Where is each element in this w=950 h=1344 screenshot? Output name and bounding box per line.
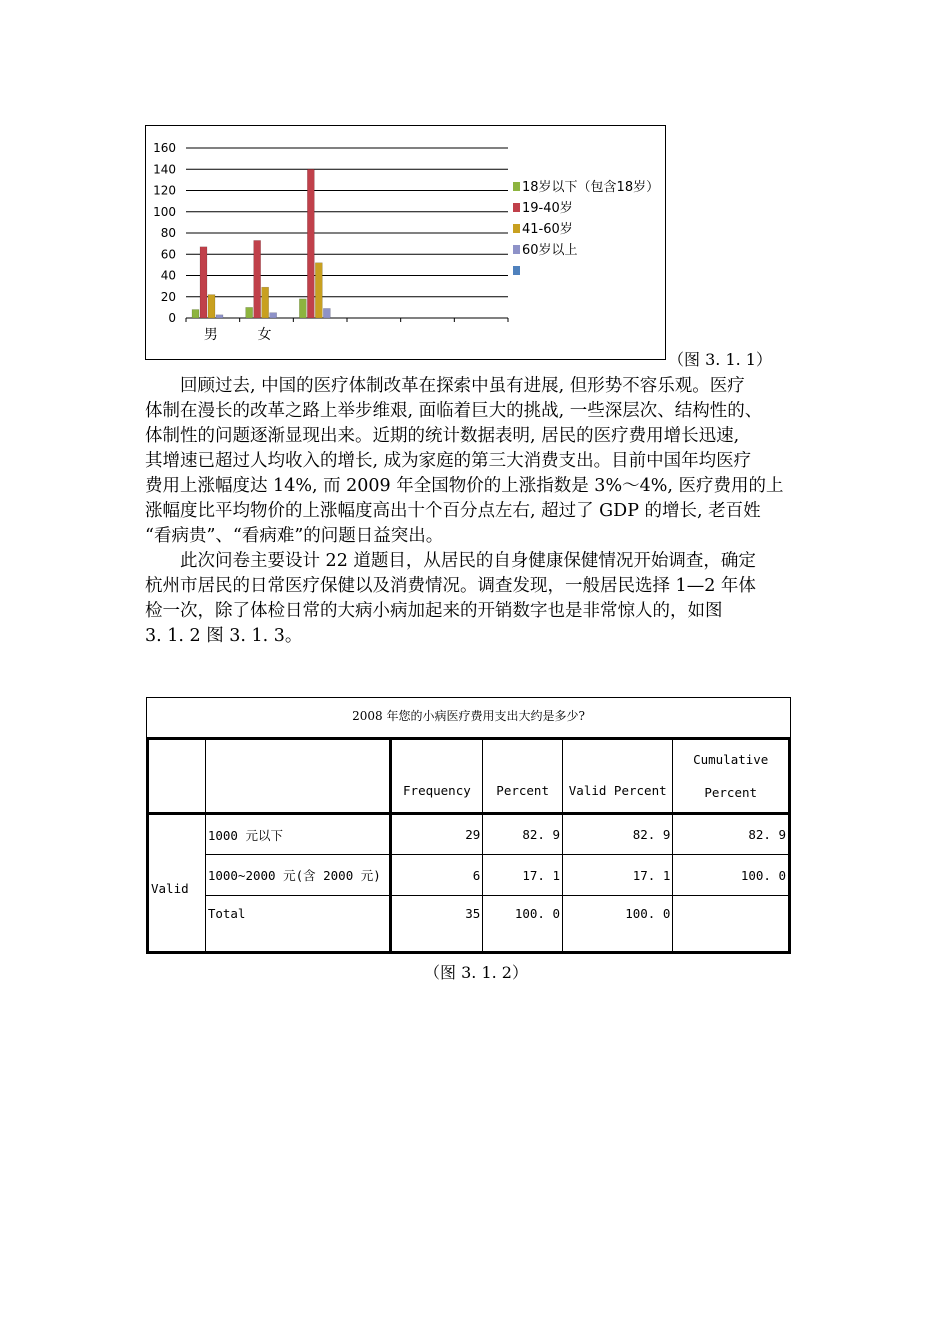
- figure-caption-3-1-1: （图 3. 1. 1）: [668, 350, 772, 369]
- legend-swatch: [513, 182, 520, 191]
- legend-label: 19-40岁: [522, 201, 573, 216]
- legend-swatch: [513, 266, 520, 275]
- paragraph-line: 涨幅度比平均物价的上涨幅度高出十个百分点左右, 超过了 GDP 的增长, 老百姓: [145, 501, 761, 521]
- table-row: [148, 896, 790, 953]
- y-tick-label: 0: [168, 311, 176, 325]
- y-tick-label: 120: [153, 183, 176, 198]
- bar: [315, 263, 322, 318]
- bar: [270, 313, 277, 318]
- y-tick-label: 40: [160, 268, 176, 283]
- bar: [254, 240, 261, 318]
- row-label: 1000~2000 元(含 2000 元): [205, 855, 390, 896]
- header-cumulative-line2: Percent: [704, 785, 758, 800]
- header-cumulative-percent: [673, 739, 790, 814]
- cell-valid-percent: 82. 9: [563, 814, 673, 855]
- row-group-label: Valid: [148, 814, 206, 953]
- bar: [216, 315, 223, 318]
- table-header-row: [148, 739, 790, 814]
- legend-swatch: [513, 224, 520, 233]
- frequency-table: [146, 697, 791, 954]
- paragraph-line: 检一次，除了体检日常的大病小病加起来的开销数字也是非常惊人的，如图: [145, 601, 723, 621]
- cell-valid-percent: 17. 1: [563, 855, 673, 896]
- table-title: 2008 年您的小病医疗费用支出大约是多少?: [146, 697, 791, 737]
- bar-chart-figure: [145, 125, 666, 360]
- row-label: Total: [205, 896, 390, 953]
- table-row: [148, 814, 790, 855]
- cell-frequency: 6: [390, 855, 483, 896]
- paragraph-line: 3. 1. 2 图 3. 1. 3。: [145, 626, 303, 646]
- bar: [208, 295, 215, 318]
- paragraph-line: 杭州市居民的日常医疗保健以及消费情况。调查发现，一般居民选择 1—2 年体: [145, 576, 756, 596]
- figure-caption-3-1-2: （图 3. 1. 2）: [424, 963, 528, 982]
- legend-swatch: [513, 203, 520, 212]
- row-label: 1000 元以下: [205, 814, 390, 855]
- table-row: [148, 855, 790, 896]
- legend-label: 18岁以下（包含18岁）: [522, 180, 660, 195]
- cell-cumulative: 100. 0: [673, 855, 790, 896]
- paragraph-survey: [145, 549, 805, 649]
- cell-valid-percent: 100. 0: [563, 896, 673, 953]
- header-cumulative-line1: Cumulative: [693, 752, 769, 767]
- paragraph-line: “看病贵”、“看病难”的问题日益突出。: [145, 526, 444, 546]
- cell-cumulative: [673, 896, 790, 953]
- paragraph-review: [145, 374, 805, 549]
- cell-frequency: 29: [390, 814, 483, 855]
- header-empty-cell: [148, 739, 206, 814]
- header-empty-cell: [205, 739, 390, 814]
- cell-percent: 17. 1: [483, 855, 563, 896]
- bar: [307, 169, 314, 318]
- y-tick-label: 20: [160, 289, 176, 304]
- bar: [200, 247, 207, 318]
- cell-percent: 82. 9: [483, 814, 563, 855]
- y-tick-label: 60: [160, 247, 176, 262]
- x-tick-label: 男: [203, 327, 218, 343]
- x-tick-label: 女: [257, 327, 272, 343]
- header-valid-percent: Valid Percent: [563, 739, 673, 814]
- bar: [323, 308, 330, 318]
- y-tick-label: 140: [153, 162, 176, 177]
- bar-chart-svg: [146, 126, 667, 361]
- legend-label: 60岁以上: [522, 243, 578, 258]
- paragraph-line: 其增速已超过人均收入的增长, 成为家庭的第三大消费支出。目前中国年均医疗: [145, 451, 752, 471]
- legend-label: 41-60岁: [522, 222, 573, 237]
- cell-cumulative: 82. 9: [673, 814, 790, 855]
- legend-swatch: [513, 245, 520, 254]
- cell-frequency: 35: [390, 896, 483, 953]
- paragraph-line: 费用上涨幅度达 14%, 而 2009 年全国物价的上涨指数是 3%～4%, 医疗费用的上: [145, 476, 784, 496]
- paragraph-line: 体制在漫长的改革之路上举步维艰, 面临着巨大的挑战, 一些深层次、结构性的、: [145, 401, 763, 421]
- cell-percent: 100. 0: [483, 896, 563, 953]
- paragraph-line: 回顾过去, 中国的医疗体制改革在探索中虽有进展, 但形势不容乐观。医疗: [180, 376, 745, 396]
- paragraph-line: 此次问卷主要设计 22 道题目，从居民的自身健康保健情况开始调查，确定: [180, 551, 756, 571]
- y-tick-label: 160: [153, 141, 176, 155]
- y-tick-label: 100: [153, 204, 176, 219]
- bar: [299, 299, 306, 318]
- paragraph-line: 体制性的问题逐渐显现出来。近期的统计数据表明, 居民的医疗费用增长迅速,: [145, 426, 740, 446]
- bar: [246, 307, 253, 318]
- bar: [262, 287, 269, 318]
- header-frequency: Frequency: [390, 739, 483, 814]
- bar: [192, 310, 199, 319]
- stats-table: [146, 737, 791, 954]
- y-tick-label: 80: [160, 226, 176, 240]
- header-percent: Percent: [483, 739, 563, 814]
